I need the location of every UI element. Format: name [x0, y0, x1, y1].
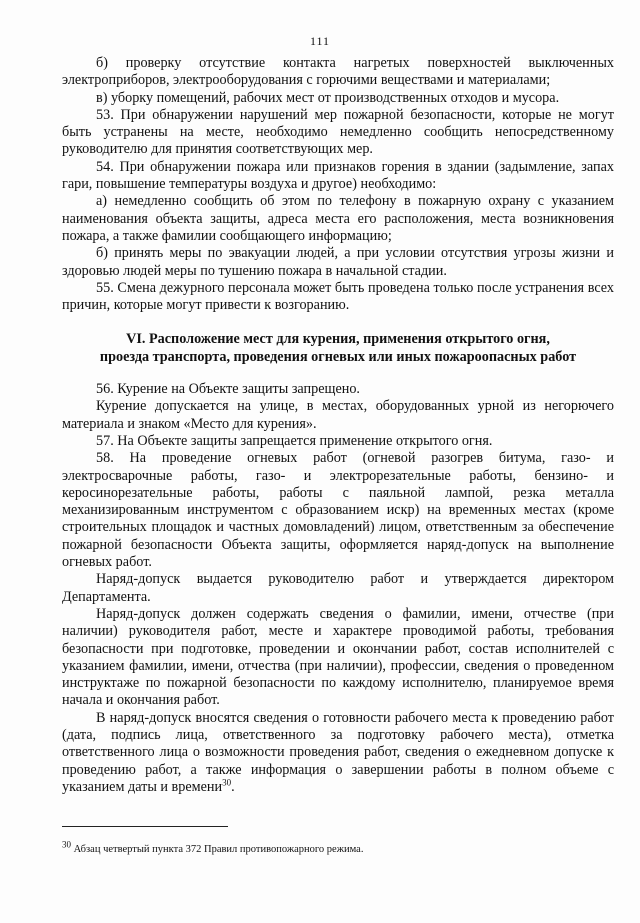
paragraph-b-check-contact: б) проверку отсутствие контакта нагретых поверхностей выключенных электроприборов, электрооборудования с горючими веществами и материалами;: [62, 55, 614, 89]
paragraph-permit-issued: Наряд-допуск выдается руководителю работ и утверждается директором Департамента.: [62, 571, 614, 605]
section-heading-line-1: VI. Расположение мест для курения, применения открытого огня,: [126, 331, 550, 348]
paragraph-54-b: б) принять меры по эвакуации людей, а при условии отсутствия угрозы жизни и здоровью людей меры по тушению пожара в начальной стадии.: [62, 245, 614, 279]
paragraph-smoking-allowed: Курение допускается на улице, в местах, оборудованных урной из негорючего материала и знаком «Место для курения».: [62, 398, 614, 432]
footnote-separator: [62, 826, 228, 827]
footnote: [62, 839, 614, 856]
footnote-number: 30: [62, 839, 71, 850]
paragraph-57: 57. На Объекте защиты запрещается применение открытого огня.: [96, 432, 493, 449]
paragraph-54: 54. При обнаружении пожара или признаков горения в здании (задымление, запах гари, повышение температуры воздуха и другое) необходимо:: [62, 158, 614, 193]
paragraph-53: 53. При обнаружении нарушений мер пожарной безопасности, которые не могут быть устранены на месте, необходимо немедленно сообщить непосредственному руководителю для принятия соответствующих мер.: [62, 106, 614, 158]
paragraph-55: 55. Смена дежурного персонала может быть проведена только после устранения всех причин, которые могут привести к возгоранию.: [62, 279, 614, 314]
footnote-text: Абзац четвертый пункта 372 Правил противопожарного режима.: [71, 844, 364, 855]
paragraph-v-cleaning: в) уборку помещений, рабочих мест от производственных отходов и мусора.: [96, 89, 560, 106]
section-heading-line-2: проезда транспорта, проведения огневых или иных пожароопасных работ: [99, 348, 577, 365]
paragraph-permit-readiness-text: В наряд-допуск вносятся сведения о готовности рабочего места к проведению работ (дата, подпись лица, ответственного за подготовку рабочего места), отметка ответственного лица о возможности проведения работ, сведения о ежедневном допуске к проведению работ, а также информация о завершении работы в полном объеме с указанием даты и времени: [62, 709, 614, 795]
paragraph-56: 56. Курение на Объекте защиты запрещено.: [96, 381, 360, 398]
document-body: [62, 55, 614, 796]
paragraph-58: 58. На проведение огневых работ (огневой разогрев битума, газо- и электросварочные работы, газо- и электрорезательные работы, бензино- и керосинорезательные работы, работы с паяльной лампой, резка металла механизированным инструментом с образованием искр) на временных местах (кроме строительных площадок и частных домовладений) лицом, ответственным за обеспечение пожарной безопасности Объекта защиты, оформляется наряд-допуск на выполнение огневых работ.: [62, 450, 614, 571]
section-heading: [62, 331, 614, 366]
page-number: 111: [309, 34, 331, 48]
paragraph-permit-readiness: В наряд-допуск вносятся сведения о готовности рабочего места к проведению работ (дата, подпись лица, ответственного за подготовку рабочего места), отметка ответственного лица о возможности проведения работ, сведения о ежедневном допуске к проведению работ, а также информация о завершении работы в полном объеме с указанием даты и времени$^{30}$.: [62, 709, 614, 795]
footnote-reference: 30: [222, 777, 232, 788]
paragraph-54-a: а) немедленно сообщить об этом по телефону в пожарную охрану с указанием наименования объекта защиты, адреса места его расположения, места возникновения пожара, а также фамилии сообщающего информацию;: [62, 193, 614, 244]
paragraph-permit-contents: Наряд-допуск должен содержать сведения о фамилии, имени, отчестве (при наличии) руководителя работ, месте и характере проводимой работы, требования безопасности при подготовке, проведении и окончании работ, состав исполнителей с указанием фамилии, имени, отчества (при наличии), профессии, сведения о проведенном инструктаже по пожарной безопасности по каждому исполнителю, планируемое время начала и окончания работ.: [62, 605, 614, 709]
